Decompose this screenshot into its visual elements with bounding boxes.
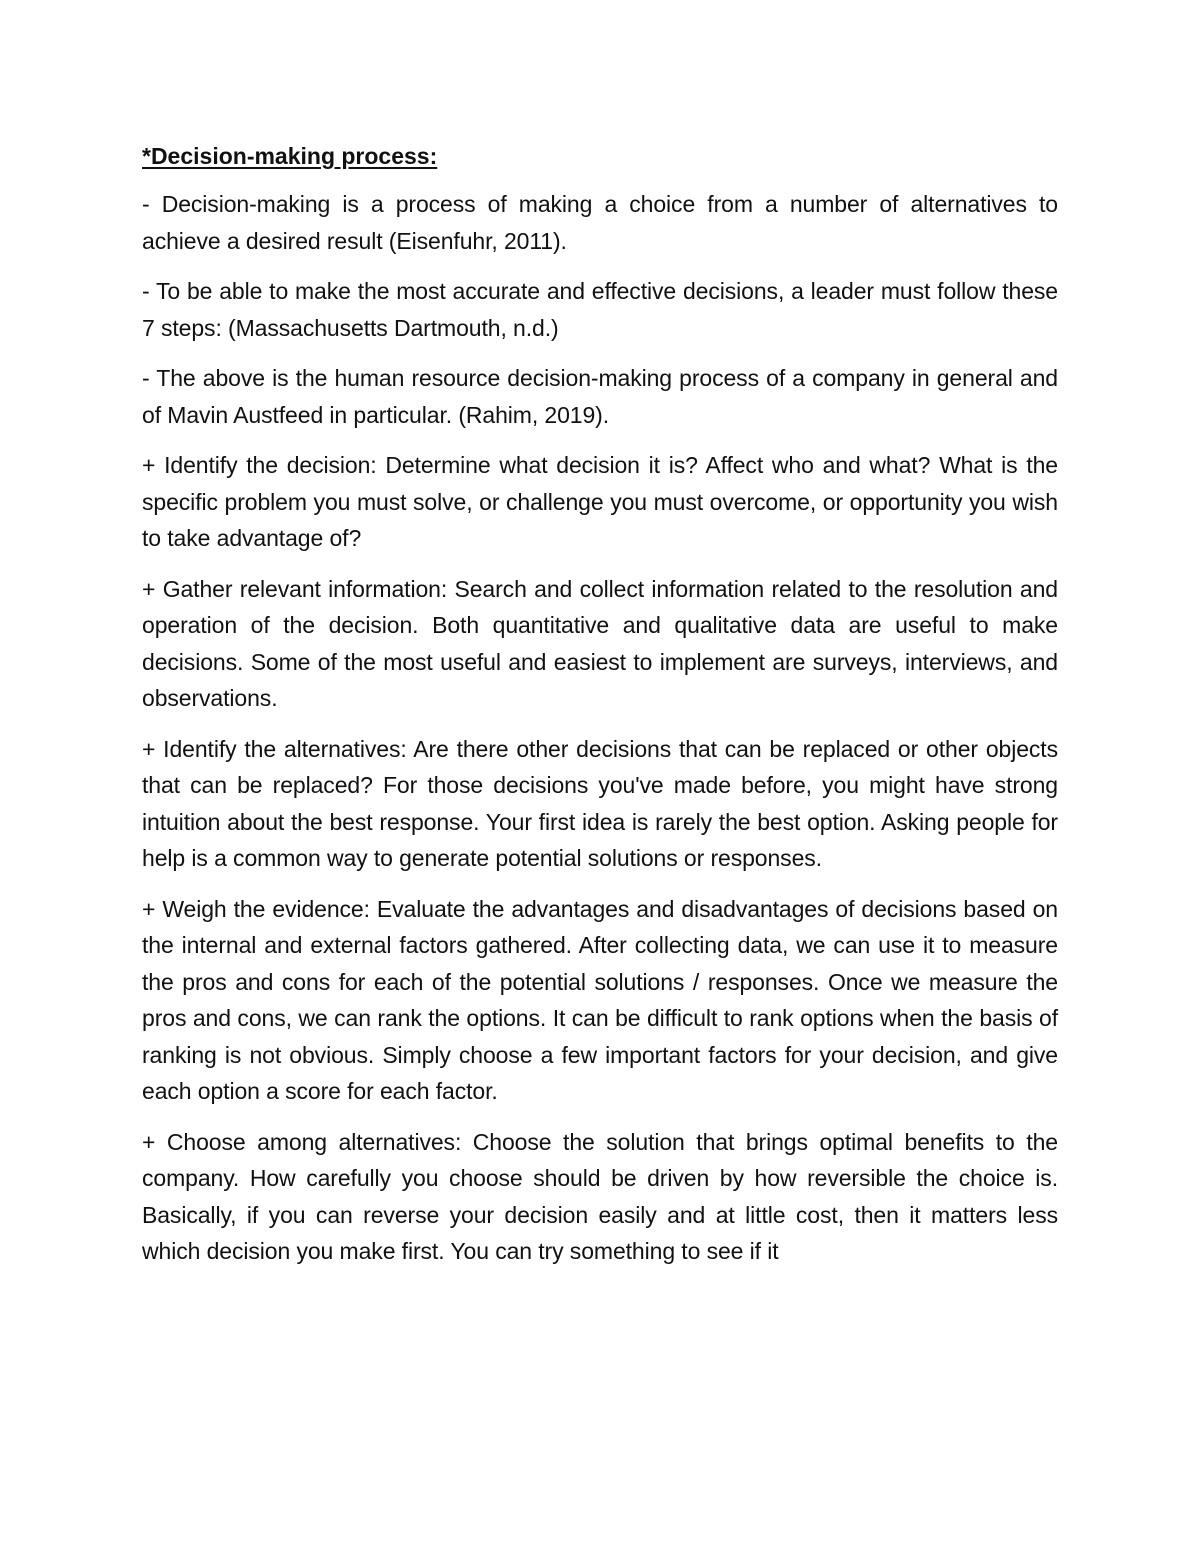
- paragraph-weigh-evidence: + Weigh the evidence: Evaluate the advantages and disadvantages of decisions based on the internal and external factors gathered. After collecting data, we can use it to measure the pros and cons for each of the potential solutions / responses. Once we measure the pros and cons, we can rank the options. It can be difficult to rank options when the basis of ranking is not obvious. Simply choose a few important factors for your decision, and give each option a score for each factor.: [142, 895, 1058, 1104]
- paragraph-identify-decision: + Identify the decision: Determine what decision it is? Affect who and what? What is the specific problem you must solve, or challenge you must overcome, or opportunity you wish to take advantage of?: [142, 452, 1058, 551]
- paragraph-identify-alternatives: + Identify the alternatives: Are there other decisions that can be replaced or other objects that can be replaced? For those decisions you've made before, you might have strong intuition about the best response. Your first idea is rarely the best option. Asking people for help is a common way to generate potential solutions or responses.: [142, 735, 1058, 871]
- paragraph-company-process: - The above is the human resource decision-making process of a company in general and of Mavin Austfeed in particular. (Rahim, 2019).: [142, 365, 1058, 428]
- document-heading: *Decision-making process:: [142, 143, 438, 169]
- paragraph-definition: - Decision-making is a process of making a choice from a number of alternatives to achieve a desired result (Eisenfuhr, 2011).: [142, 191, 1058, 254]
- paragraph-choose-alternatives: + Choose among alternatives: Choose the solution that brings optimal benefits to the company. How carefully you choose should be driven by how reversible the choice is. Basically, if you can reverse your decision easily and at little cost, then it matters less which decision you make first. You can try something to see if it: [142, 1128, 1058, 1264]
- document-page: [142, 138, 1058, 1284]
- paragraph-seven-steps: - To be able to make the most accurate and effective decisions, a leader must follow these 7 steps: (Massachusetts Dartmouth, n.d.): [142, 278, 1058, 341]
- paragraph-gather-information: + Gather relevant information: Search and collect information related to the resolution and operation of the decision. Both quantitative and qualitative data are useful to make decisions. Some of the most useful and easiest to implement are surveys, interviews, and observations.: [142, 575, 1058, 711]
